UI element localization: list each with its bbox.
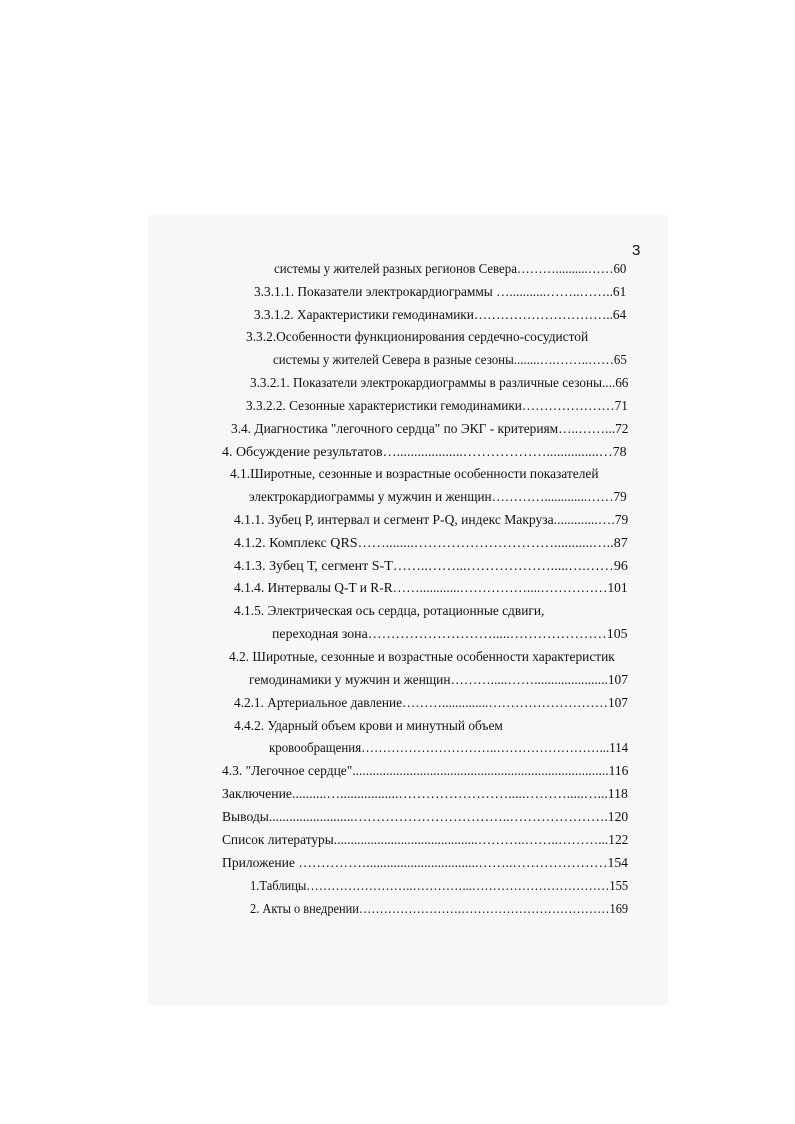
toc-entry: 4.1.4. Интервалы Q-T и R-R……............……………....……………101 xyxy=(234,580,628,595)
toc-entry: системы у жителей разных регионов Севера………..........……60 xyxy=(274,261,627,276)
toc-entry: Заключение..........….................…………………….....……….....…...118 xyxy=(222,786,628,801)
toc-entry: 4.3. "Легочное сердце"............................................................................116 xyxy=(222,763,629,778)
toc-entry: 2. Акты о внедрении…………………….………………………………169 xyxy=(250,901,629,916)
toc-entry: 3.3.2.Особенности функционирования сердечно-сосудистой xyxy=(246,329,589,344)
toc-entry: 4.2.1. Артериальное давление………..............………………………107 xyxy=(234,695,628,710)
toc-entry: 3.4. Диагностика "легочного сердца" по ЭКГ - критериям…..……...72 xyxy=(231,421,629,436)
toc-entry: 3.3.2.1. Показатели электрокардиограммы в различные сезоны....66 xyxy=(250,375,629,390)
toc-entry: 1.Таблицы……………………..…………...……………………………155 xyxy=(250,878,629,893)
toc-entry: 4.1.Широтные, сезонные и возрастные особенности показателей xyxy=(230,466,599,481)
toc-entry: гемодинамики у мужчин и женщин……….....……......................107 xyxy=(249,672,628,687)
toc-entry: системы у жителей Севера в разные сезоны........….……..……65 xyxy=(273,352,627,367)
toc-entry: 4.2. Широтные, сезонные и возрастные особенности характеристик xyxy=(229,649,615,664)
toc-entry: 3.3.2.2. Сезонные характеристики гемодинамики…………………71 xyxy=(246,398,628,413)
toc-entry: 4.1.2. Комплекс QRS……........…………………………...........…..87 xyxy=(234,535,628,550)
toc-entry: Выводы.........................……………………………..………………….120 xyxy=(222,809,629,824)
toc-entry: 4.1.5. Электрическая ось сердца, ротационные сдвиги, xyxy=(234,603,545,618)
toc-entry: 4.4.2. Ударный объем крови и минутный объем xyxy=(234,718,503,733)
toc-entry: переходная зона……………………….....…………………105 xyxy=(272,626,628,641)
toc-entry: 3.3.1.1. Показатели электрокардиограммы …...........……..……..61 xyxy=(254,284,627,299)
toc-entry: электрокардиограммы у мужчин и женщин………….............……79 xyxy=(249,489,627,504)
toc-entry: 4. Обсуждение результатов…...................………………...............…78 xyxy=(222,444,627,459)
page-number: 3 xyxy=(632,242,641,259)
toc-entry: 4.1.1. Зубец Р, интервал и сегмент P-Q, индекс Макруза.............….79 xyxy=(234,512,629,527)
toc-entry: Приложение …………….................................……..…………………154 xyxy=(222,855,628,870)
toc-entry: 3.3.1.2. Характеристики гемодинамики…………………………..64 xyxy=(254,307,627,322)
toc-entry: Список литературы...........................................………..……..………...122 xyxy=(222,832,629,847)
toc-entry: 4.1.3. Зубец Т, сегмент S-T……..……...……………….....….……96 xyxy=(234,558,628,573)
toc-entry: кровообращения…………………………..……………………...114 xyxy=(269,740,629,755)
